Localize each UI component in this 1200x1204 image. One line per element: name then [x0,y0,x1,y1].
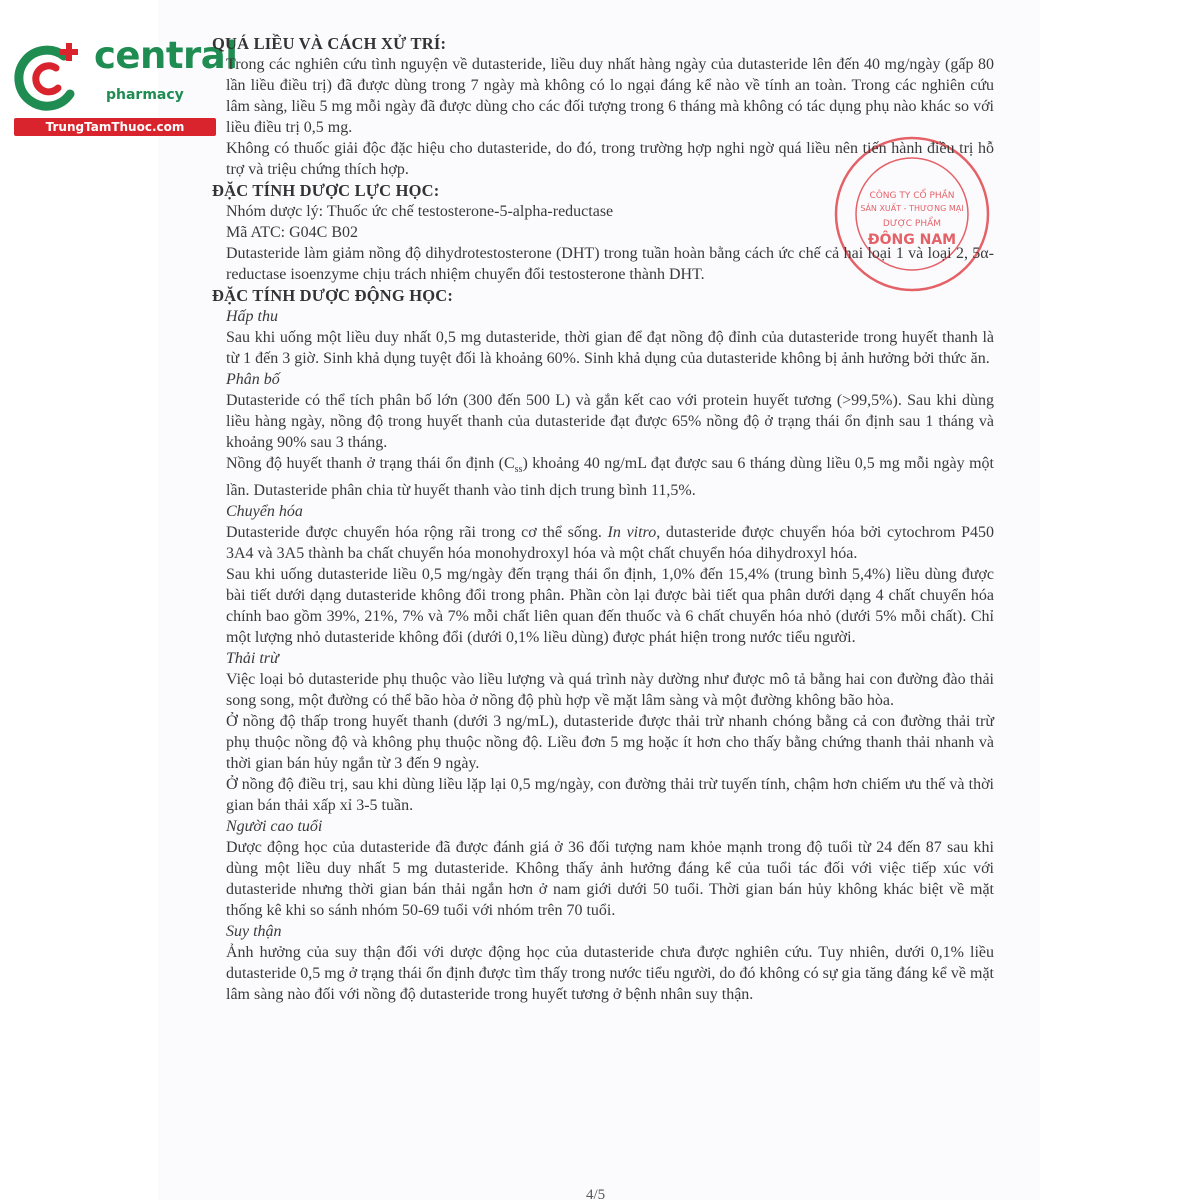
stamp-line-3: DƯỢC PHẨM [882,219,942,229]
paragraph: Ở nồng độ điều trị, sau khi dùng liều lặp lại 0,5 mg/ngày, con đường thải trừ tuyến tính, chậm hơn chiếm ưu thế và thời gian bán thải xấp xỉ 3-5 tuần. [226,776,994,815]
italic-span: In vitro [607,524,657,542]
paragraph: Mã ATC: G04C B02 [226,224,359,241]
heading-overdose: QUÁ LIỀU VÀ CÁCH XỬ TRÍ: [212,34,447,53]
subheading-metabolism: Chuyển hóa [226,503,303,521]
paragraph: Ảnh hưởng của suy thận đối với dược động học của dutasteride chưa được nghiên cứu. Tuy nhiên, dưới 0,1% liều dutasteride 0,5 mg ở trạng thái ổn định được tìm thấy trong nước tiểu người, do đó không có sự gia tăng đáng kể về mặt lâm sàng nào đối với nồng độ dutasteride trong huyết tương ở bệnh nhân suy thận. [226,944,994,1004]
stamp-line-4: ĐÔNG NAM [867,232,957,248]
logo-sub: pharmacy [106,87,184,103]
paragraph: Sau khi uống một liều duy nhất 0,5 mg dutasteride, thời gian để đạt nồng độ đỉnh của dutasteride trong huyết thanh là từ 1 đến 3 giờ. Sinh khả dụng tuyệt đối là khoảng 60%. Sinh khả dụng của dutasteride không bị ảnh hưởng bởi thức ăn. [226,329,994,367]
logo-brand: central [94,34,238,77]
paragraph: Dutasteride có thể tích phân bố lớn (300 đến 500 L) và gắn kết cao với protein huyết tương (>99,5%). Sau khi dùng liều hàng ngày, nồng độ trong huyết thanh của dutasteride đạt được 65% nồng độ ở trạng thái ổn định sau 1 tháng và khoảng 90% sau 3 tháng. [226,392,994,451]
page-number: 4/5 [586,1187,606,1203]
subheading-distribution: Phân bố [226,371,280,388]
stamp-line-2: SẢN XUẤT - THƯƠNG MẠI [860,204,964,213]
paragraph: Dutasteride làm giảm nồng độ dihydrotestosterone (DHT) trong tuần hoàn bằng cách ức chế cả hai loại 1 và loại 2, 5α-reductase isoenzyme chịu trách nhiệm chuyển đổi testosterone thành DHT. [226,245,994,283]
text-span: Dutasteride được chuyển hóa rộng rãi trong cơ thể sống. [226,524,602,542]
heading-pharmacodynamics: ĐẶC TÍNH DƯỢC LỰC HỌC: [212,181,440,200]
paragraph: Nhóm dược lý: Thuốc ức chế testosterone-5-alpha-reductase [226,203,614,220]
subheading-elderly: Người cao tuổi [226,818,323,836]
paragraph: Không có thuốc giải độc đặc hiệu cho dutasteride, do đó, trong trường hợp nghi ngờ quá liều nên tiến hành điều trị hỗ trợ và triệu chứng thích hợp. [226,140,994,178]
subheading-absorption: Hấp thu [226,308,278,325]
stamp-line-1: CÔNG TY CỔ PHẦN [869,191,955,201]
pharmacy-c-icon [12,38,92,118]
paragraph: Dược động học của dutasteride đã được đánh giá ở 36 đối tượng nam khỏe mạnh trong độ tuổi từ 24 đến 87 sau khi dùng một liều duy nhất 5 mg dutasteride. Không thấy ảnh hưởng đáng kể của tuổi tác đối với việc tiếp xúc với dutasteride nhưng thời gian bán thải ngắn hơn ở nam giới dưới 50 tuổi. Thời gian bán hủy không khác biệt về mặt thống kê khi so sánh nhóm 50-69 tuổi với nhóm trên 70 tuổi. [226,839,994,920]
paragraph: Ở nồng độ thấp trong huyết thanh (dưới 3 ng/mL), dutasteride được thải trừ nhanh chóng bằng cả con đường thải trừ phụ thuộc nồng độ và không phụ thuộc nồng độ. Liều đơn 5 mg hoặc ít hơn cho thấy bằng chứng thanh thải nhanh và thời gian bán hủy ngắn từ 3 đến 9 ngày. [226,713,994,773]
subscript: ss [514,464,523,476]
paragraph: Trong các nghiên cứu tình nguyện về dutasteride, liều duy nhất hàng ngày của dutasteride lên đến 40 mg/ngày (gấp 80 lần liều điều trị) đã được dùng trong 7 ngày mà không có lo ngại đáng kể nào về tính an toàn. Trong các nghiên cứu lâm sàng, liều 5 mg mỗi ngày đã được dùng cho các đối tượng trong 6 tháng mà không có tác dụng phụ nào khác so với liều điều trị 0,5 mg. [226,56,994,136]
central-pharmacy-logo[interactable] [8,32,238,142]
document-content [212,33,994,1005]
text-span: Nồng độ huyết thanh ở trạng thái ổn định (C [226,455,515,472]
text-span: , dutasteride được chuyển hóa bởi cytochrom P450 3A4 và 3A5 thành ba chất chuyển hóa monohydroxyl hóa và một chất chuyển hóa dihydroxyl hóa. [226,524,995,563]
logo-site-bar: TrungTamThuoc.com [14,118,216,136]
paragraph: Sau khi uống dutasteride liều 0,5 mg/ngày đến trạng thái ổn định, 1,0% đến 15,4% (trung bình 5,4%) liều dùng được bài tiết dưới dạng dutasteride không đổi trong phân. Phần còn lại được bài tiết qua phân dưới dạng 4 chất chuyển hóa chính bao gồm 39%, 21%, 7% và 7% mỗi chất liên quan đến thuốc và 6 chất chuyển hóa nhỏ (dưới 5% mỗi chất). Chỉ một lượng nhỏ dutasteride không đổi (dưới 0,1% liều dùng) được phát hiện trong nước tiểu người. [226,566,994,647]
subheading-renal: Suy thận [226,923,282,941]
paragraph [212,522,994,564]
paragraph: Việc loại bỏ dutasteride phụ thuộc vào liều lượng và quá trình này dường như được mô tả bằng hai con đường đào thải song song, một đường có thể bão hòa ở nồng độ phù hợp về mặt lâm sàng và một đường không bão hòa. [226,671,994,710]
paragraph [212,453,994,501]
subheading-elimination: Thải trừ [226,650,279,668]
heading-pharmacokinetics: ĐẶC TÍNH DƯỢC ĐỘNG HỌC: [212,286,454,305]
text-span: ) khoảng 40 ng/mL đạt được sau 6 tháng dùng liều 0,5 mg mỗi ngày một lần. Dutasteride phân chia từ huyết thanh vào tinh dịch trung bình 11,5%. [226,455,995,500]
